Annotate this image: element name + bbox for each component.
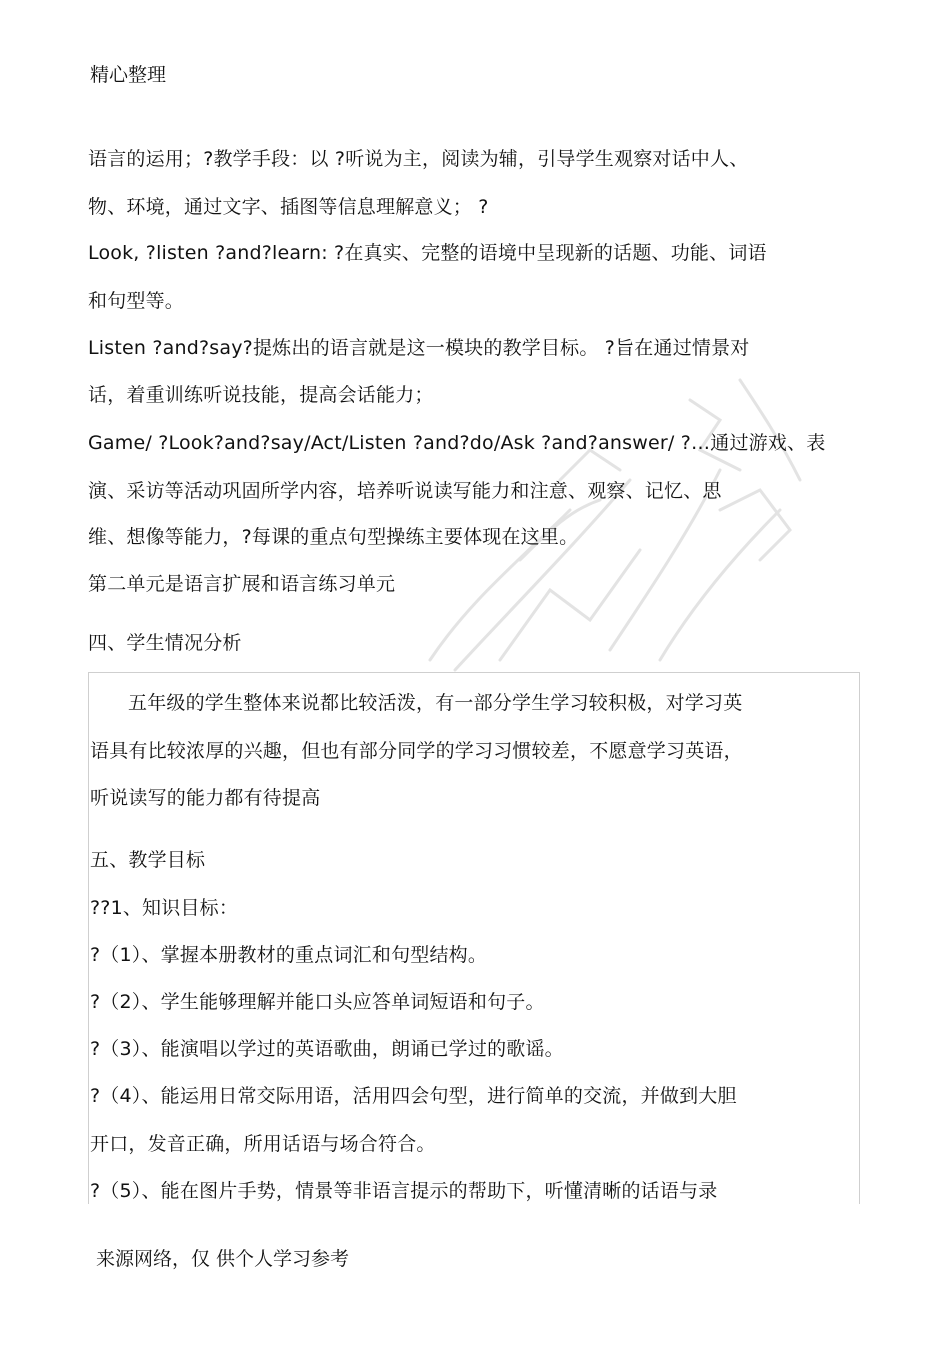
- goal-item-4-continued: 开口，发音正确，所用话语与场合符合。: [90, 1133, 436, 1155]
- page-footer: 来源网络，仅 供个人学习参考: [96, 1248, 350, 1270]
- body-line-5: Listen ?and?say?提炼出的语言就是这一模块的教学目标。 ?旨在通过情景对: [88, 337, 750, 359]
- body-line-1: 语言的运用；?教学手段：以 ?听说为主，阅读为辅，引导学生观察对话中人、: [88, 148, 749, 170]
- goal-item-1: ?（1）、掌握本册教材的重点词汇和句型结构。: [90, 944, 488, 966]
- body-line-4: 和句型等。: [88, 290, 185, 312]
- page-header: 精心整理: [90, 64, 167, 86]
- body-line-6: 话，着重训练听说技能，提高会话能力；: [88, 384, 434, 406]
- watermark-stamp: [360, 360, 840, 680]
- analysis-paragraph-line-1: 五年级的学生整体来说都比较活泼，有一部分学生学习较积极，对学习英: [128, 692, 743, 714]
- body-line-3: Look, ?listen ?and?learn: ?在真实、完整的语境中呈现新的话题、功能、词语: [88, 242, 767, 264]
- goal-item-4: ?（4）、能运用日常交际用语，活用四会句型，进行简单的交流，并做到大胆: [90, 1085, 737, 1107]
- subheading-knowledge-goals: ??1、知识目标：: [90, 897, 239, 919]
- body-line-2: 物、环境，通过文字、插图等信息理解意义； ?: [88, 196, 489, 218]
- goal-item-5: ?（5）、能在图片手势，情景等非语言提示的帮助下，听懂清晰的话语与录: [90, 1180, 718, 1202]
- section-heading-student-analysis: 四、学生情况分析: [88, 632, 242, 654]
- section-heading-teaching-goals: 五、教学目标: [90, 849, 206, 871]
- body-line-7: Game/ ?Look?and?say/Act/Listen ?and?do/Ask ?and?answer/ ?…通过游戏、表: [88, 432, 826, 454]
- body-line-9: 维、想像等能力，?每课的重点句型操练主要体现在这里。: [88, 526, 579, 548]
- analysis-paragraph-line-3: 听说读写的能力都有待提高: [90, 787, 321, 809]
- body-line-8: 演、采访等活动巩固所学内容，培养听说读写能力和注意、观察、记忆、思: [88, 480, 722, 502]
- goal-item-2: ?（2）、学生能够理解并能口头应答单词短语和句子。: [90, 991, 545, 1013]
- body-line-10: 第二单元是语言扩展和语言练习单元: [88, 573, 396, 595]
- analysis-paragraph-line-2: 语具有比较浓厚的兴趣，但也有部分同学的学习习惯较差，不愿意学习英语，: [90, 740, 743, 762]
- goal-item-3: ?（3）、能演唱以学过的英语歌曲，朗诵已学过的歌谣。: [90, 1038, 564, 1060]
